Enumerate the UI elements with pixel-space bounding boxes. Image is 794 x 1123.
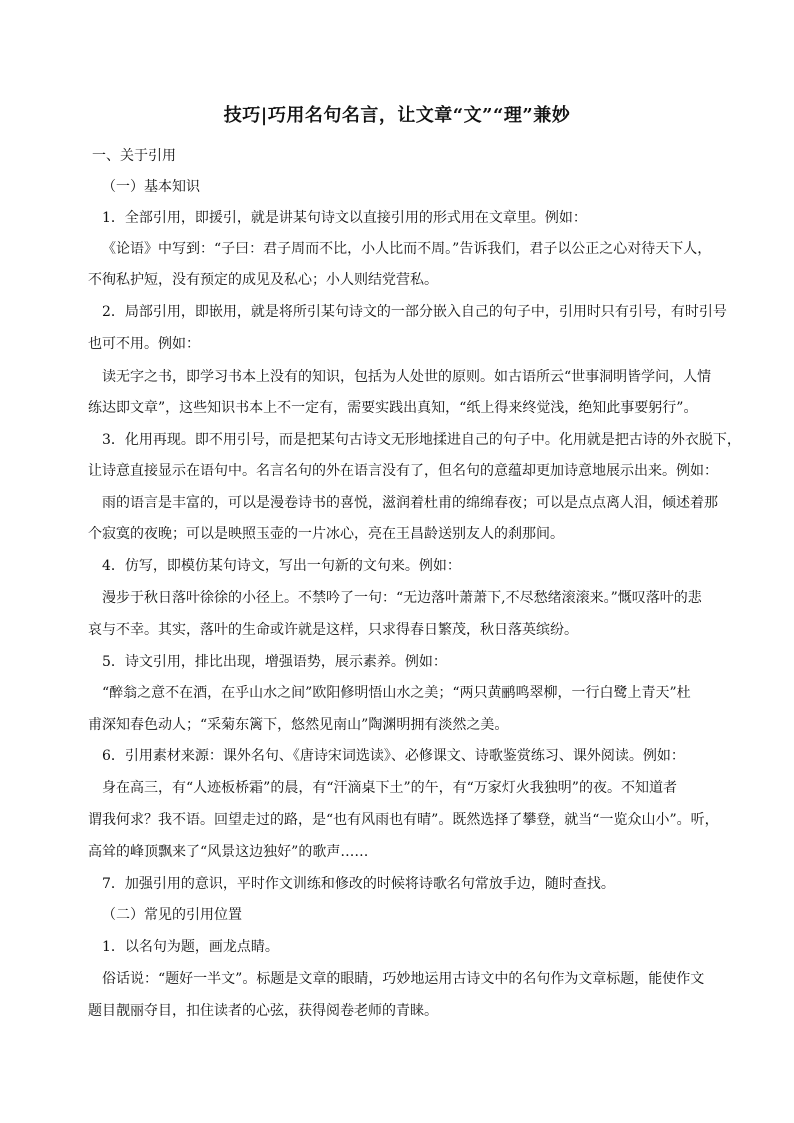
paragraph-line: 谓我何求？我不语。回望走过的路，是“也有风雨也有晴”。既然选择了攀登，就当“一览众山小”。听， <box>88 812 719 828</box>
paragraph-line: 让诗意直接显示在语句中。名言名句的外在语言没有了，但名句的意蕴却更加诗意地展示出来。例如： <box>88 463 718 479</box>
paragraph-line: 题目靓丽夺目，扣住读者的心弦，获得阅卷老师的青睐。 <box>88 1003 438 1019</box>
paragraph-line: 3．化用再现。即不用引号，而是把某句古诗文无形地揉进自己的句子中。化用就是把古诗的外衣脱下， <box>102 432 741 448</box>
paragraph-line: 5．诗文引用，排比出现，增强语势，展示素养。例如： <box>102 654 447 670</box>
paragraph-line: 也可不用。例如： <box>88 336 200 352</box>
page-title: 技巧|巧用名句名言，让文章“文”“理”兼妙 <box>223 105 571 126</box>
paragraph-line: 读无字之书，即学习书本上没有的知识，包括为人处世的原则。如古语所云“世事洞明皆学问，人情 <box>102 369 712 385</box>
paragraph-line: 1．以名句为题，画龙点睛。 <box>102 939 279 955</box>
paragraph-line: “醉翁之意不在酒，在乎山水之间”欧阳修明悟山水之美；“两只黄鹂鸣翠柳，一行白鹭上青天”杜 <box>102 685 691 701</box>
paragraph-line: 4．仿写，即模仿某句诗文，写出一句新的文句来。例如： <box>102 558 461 574</box>
paragraph-line: 6．引用素材来源：课外名句、《唐诗宋词选读》、必修课文、诗歌鉴赏练习、课外阅读。例如： <box>102 748 685 764</box>
paragraph-line: 个寂寞的夜晚；可以是映照玉壶的一片冰心，亮在王昌龄送别友人的刹那间。 <box>88 526 564 542</box>
paragraph-line: 7．加强引用的意识，平时作文训练和修改的时候将诗歌名句常放手边，随时查找。 <box>102 876 615 892</box>
paragraph-line: 甫深知春色动人；“采菊东篱下，悠然见南山”陶渊明拥有淡然之美。 <box>88 717 509 733</box>
subsection-heading: （一）基本知识 <box>102 179 200 195</box>
paragraph-line: 《论语》中写到：“子曰：君子周而不比，小人比而不周。”告诉我们，君子以公正之心对待天下人， <box>102 241 712 257</box>
subsection-heading: （二）常见的引用位置 <box>102 907 242 923</box>
paragraph-line: 俗话说：“题好一半文”。标题是文章的眼睛，巧妙地运用古诗文中的名句作为文章标题，能使作文 <box>102 971 705 987</box>
paragraph-line: 2．局部引用，即嵌用，就是将所引某句诗文的一部分嵌入自己的句子中，引用时只有引号，有时引号 <box>102 304 727 320</box>
paragraph-line: 雨的语言是丰富的，可以是漫卷诗书的喜悦，滋润着杜甫的绵绵春夜；可以是点点离人泪，倾述着那 <box>102 495 718 511</box>
paragraph-line: 练达即文章”，这些知识书本上不一定有，需要实践出真知，“纸上得来终觉浅，绝知此事要躬行”。 <box>88 400 698 416</box>
paragraph-line: 身在高三，有“人迹板桥霜”的晨，有“汗滴桌下土”的午，有“万家灯火我独明”的夜。不知道者 <box>102 780 677 796</box>
paragraph-line: 漫步于秋日落叶徐徐的小径上。不禁吟了一句：“无边落叶萧萧下,不尽愁绪滚滚来。”慨叹落叶的悲 <box>102 590 702 606</box>
paragraph-line: 高耸的峰顶飘来了“风景这边独好”的歌声…… <box>88 844 369 860</box>
paragraph-line: 哀与不幸。其实，落叶的生命或许就是这样，只求得春日繁茂，秋日落英缤纷。 <box>88 622 578 638</box>
section-heading: 一、关于引用 <box>92 148 176 164</box>
paragraph-line: 不徇私护短，没有预定的成见及私心；小人则结党营私。 <box>88 272 438 288</box>
paragraph-line: 1．全部引用，即援引，就是讲某句诗文以直接引用的形式用在文章里。例如： <box>102 210 587 226</box>
